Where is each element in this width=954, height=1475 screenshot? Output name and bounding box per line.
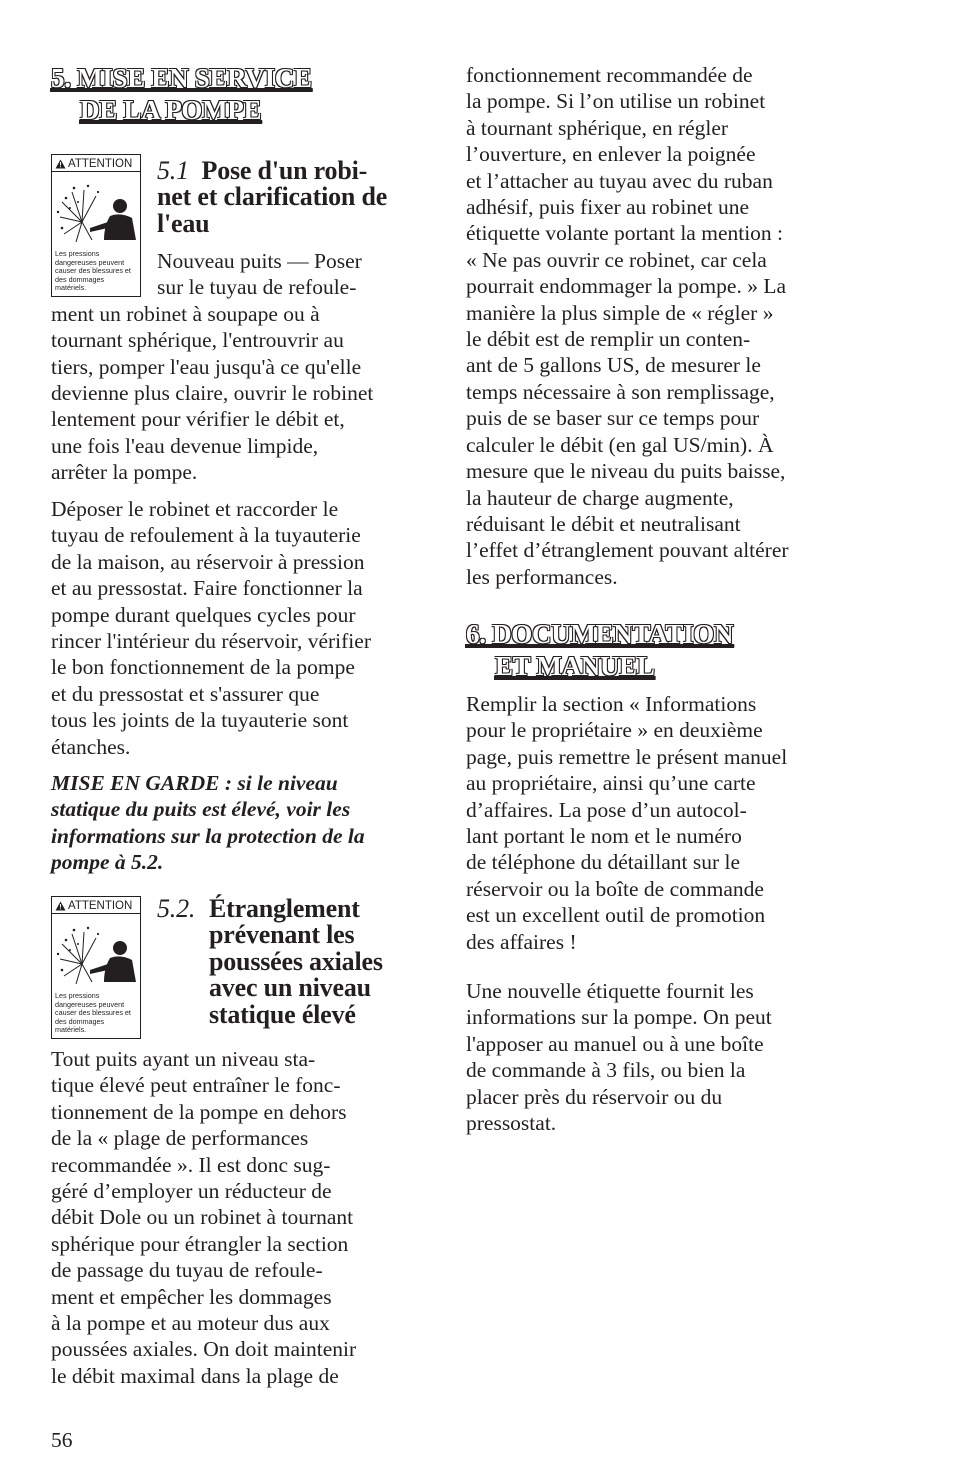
- warning-triangle-icon: [55, 159, 66, 169]
- text-line: et au pressostat. Faire fonctionner la: [51, 576, 363, 601]
- text-line: réservoir ou la boîte de commande: [466, 876, 764, 901]
- heading-line: Pose d'un robi-: [201, 156, 368, 185]
- heading-line: avec un niveau: [209, 973, 371, 1003]
- text-line: Remplir la section « Informations: [466, 692, 757, 716]
- heading-line: poussées axiales: [209, 946, 383, 976]
- text-line: tournant sphérique, l'entrouvrir au: [51, 328, 344, 353]
- text-line: mesure que le niveau du puits baisse,: [466, 459, 786, 484]
- text-line: Nouveau puits — Poser: [157, 249, 362, 273]
- section-5-title-line2: DE LA POMPE: [80, 95, 262, 125]
- text-line: et l’attacher au tuyau avec du ruban: [466, 168, 773, 193]
- section-6-paragraph-2: [466, 978, 842, 1136]
- text-line: des affaires !: [466, 929, 577, 954]
- text-line: pressostat.: [466, 1111, 557, 1136]
- text-line: d’affaires. La pose d’un autocol-: [466, 797, 747, 822]
- text-line: est un excellent outil de promotion: [466, 903, 766, 928]
- text-line: sur le tuyau de refoule-: [157, 275, 357, 300]
- text-line: tous les joints de la tuyauterie sont: [51, 708, 349, 733]
- section-6-title: [466, 618, 733, 682]
- text-line: rincer l'intérieur du réservoir, vérifier: [51, 629, 371, 654]
- text-line: de commande à 3 fils, ou bien la: [466, 1058, 746, 1083]
- text-line: pompe durant quelques cycles pour: [51, 602, 356, 627]
- text-line: temps nécessaire à son remplissage,: [466, 379, 775, 404]
- attention-label-text: ATTENTION: [68, 899, 133, 912]
- text-line: de téléphone du détaillant sur le: [466, 850, 741, 875]
- text-line: Déposer le robinet et raccorder le: [51, 497, 339, 521]
- section-5-title: [51, 62, 312, 126]
- text-line: informations sur la protection de la: [51, 823, 365, 848]
- text-line: puis de se baser sur ce temps pour: [466, 406, 760, 431]
- attention-caption: Les pressions dangereuses peuvent causer des blessures et des dommages matériels.: [55, 249, 131, 293]
- section-6-paragraph-1: [466, 691, 842, 955]
- text-line: devienne plus claire, ouvrir le robinet: [51, 381, 374, 406]
- warning-triangle-icon: [55, 901, 66, 911]
- text-line: une fois l'eau devenue limpide,: [51, 433, 319, 458]
- text-line: de la « plage de performances: [51, 1126, 309, 1151]
- attention-caption: Les pressions dangereuses peuvent causer des blessures et des dommages matériels.: [55, 991, 131, 1035]
- subsection-5-2-paragraph: [51, 1046, 423, 1389]
- text-line: placer près du réservoir ou du: [466, 1084, 723, 1109]
- text-line: de la maison, au réservoir à pression: [51, 549, 365, 574]
- text-line: tique élevé peut entraîner le fonc-: [51, 1073, 341, 1098]
- text-line: et du pressostat et s'assurer que: [51, 681, 320, 706]
- text-line: Tout puits ayant un niveau sta-: [51, 1047, 316, 1071]
- text-line: ment un robinet à soupape ou à: [51, 301, 320, 326]
- section-6-title-line2: ET MANUEL: [495, 651, 655, 681]
- subsection-5-1-paragraph-1: [51, 248, 423, 486]
- text-line: informations sur la pompe. On peut: [466, 1005, 772, 1030]
- attention-label-2: [51, 896, 141, 1039]
- text-line: Une nouvelle étiquette fournit les: [466, 979, 754, 1003]
- text-line: pour le propriétaire » en deuxième: [466, 718, 763, 743]
- subsection-5-1-number: 5.1: [157, 156, 189, 185]
- text-line: pourrait endommager la pompe. » La: [466, 274, 787, 299]
- text-line: les performances.: [466, 564, 618, 589]
- text-line: MISE EN GARDE : si le niveau: [51, 771, 338, 795]
- text-line: réduisant le débit et neutralisant: [466, 511, 741, 536]
- heading-line: statique élevé: [209, 999, 356, 1029]
- text-line: au propriétaire, ainsi qu’une carte: [466, 771, 756, 796]
- text-line: l'apposer au manuel ou à une boîte: [466, 1031, 764, 1056]
- subsection-5-2-number: 5.2.: [157, 894, 196, 923]
- section-6-title-line1: 6. DOCUMENTATION: [466, 619, 734, 649]
- text-line: le débit est de remplir un conten-: [466, 327, 751, 352]
- subsection-5-1-paragraph-2: [51, 496, 423, 760]
- attention-label-text: ATTENTION: [68, 157, 133, 170]
- subsection-5-1-heading: [157, 158, 387, 237]
- subsection-5-2-heading: [157, 896, 383, 1028]
- text-line: lant portant le nom et le numéro: [466, 824, 742, 849]
- text-line: à tournant sphérique, en régler: [466, 115, 729, 140]
- text-line: fonctionnement recommandée de: [466, 63, 753, 87]
- text-line: ant de 5 gallons US, de mesurer le: [466, 353, 761, 378]
- text-line: l’ouverture, en enlever la poignée: [466, 142, 756, 167]
- text-line: statique du puits est élevé, voir les: [51, 797, 351, 822]
- text-line: le bon fonctionnement de la pompe: [51, 655, 355, 680]
- text-line: manière la plus simple de « régler »: [466, 300, 774, 325]
- text-line: lentement pour vérifier le débit et,: [51, 407, 345, 432]
- text-line: tiers, pomper l'eau jusqu'à ce qu'elle: [51, 354, 362, 379]
- text-line: à la pompe et au moteur dus aux: [51, 1311, 330, 1336]
- heading-line: l'eau: [157, 208, 210, 238]
- heading-line: Étranglement: [209, 894, 360, 923]
- text-line: la hauteur de charge augmente,: [466, 485, 734, 510]
- text-line: débit Dole ou un robinet à tournant: [51, 1205, 354, 1230]
- text-line: calculer le débit (en gal US/min). À: [466, 432, 774, 457]
- text-line: l’effet d’étranglement pouvant altérer: [466, 538, 789, 563]
- text-line: ment et empêcher les dommages: [51, 1284, 332, 1309]
- text-line: page, puis remettre le présent manuel: [466, 744, 788, 769]
- explosion-hazard-icon: [52, 172, 140, 250]
- page-number: 56: [51, 1428, 73, 1452]
- heading-line: net et clarification de: [157, 182, 388, 212]
- text-line: poussées axiales. On doit maintenir: [51, 1337, 357, 1362]
- text-line: de passage du tuyau de refoule-: [51, 1258, 323, 1283]
- text-line: la pompe. Si l’on utilise un robinet: [466, 89, 766, 114]
- text-line: adhésif, puis fixer au robinet une: [466, 195, 749, 220]
- continuation-paragraph: [466, 62, 842, 590]
- section-5-title-line1: 5. MISE EN SERVICE: [51, 63, 312, 93]
- text-line: étanches.: [51, 734, 131, 759]
- explosion-hazard-icon: [52, 914, 140, 992]
- text-line: arrêter la pompe.: [51, 460, 198, 485]
- text-line: le débit maximal dans la plage de: [51, 1363, 339, 1388]
- text-line: « Ne pas ouvrir ce robinet, car cela: [466, 247, 767, 272]
- text-line: pompe à 5.2.: [51, 850, 164, 875]
- heading-line: prévenant les: [209, 920, 355, 950]
- text-line: étiquette volante portant la mention :: [466, 221, 784, 246]
- text-line: sphérique pour étrangler la section: [51, 1231, 349, 1256]
- text-line: tionnement de la pompe en dehors: [51, 1099, 347, 1124]
- text-line: géré d’employer un réducteur de: [51, 1179, 332, 1204]
- text-line: tuyau de refoulement à la tuyauterie: [51, 523, 361, 548]
- text-line: recommandée ». Il est donc sug-: [51, 1152, 331, 1177]
- caution-note: [51, 770, 423, 876]
